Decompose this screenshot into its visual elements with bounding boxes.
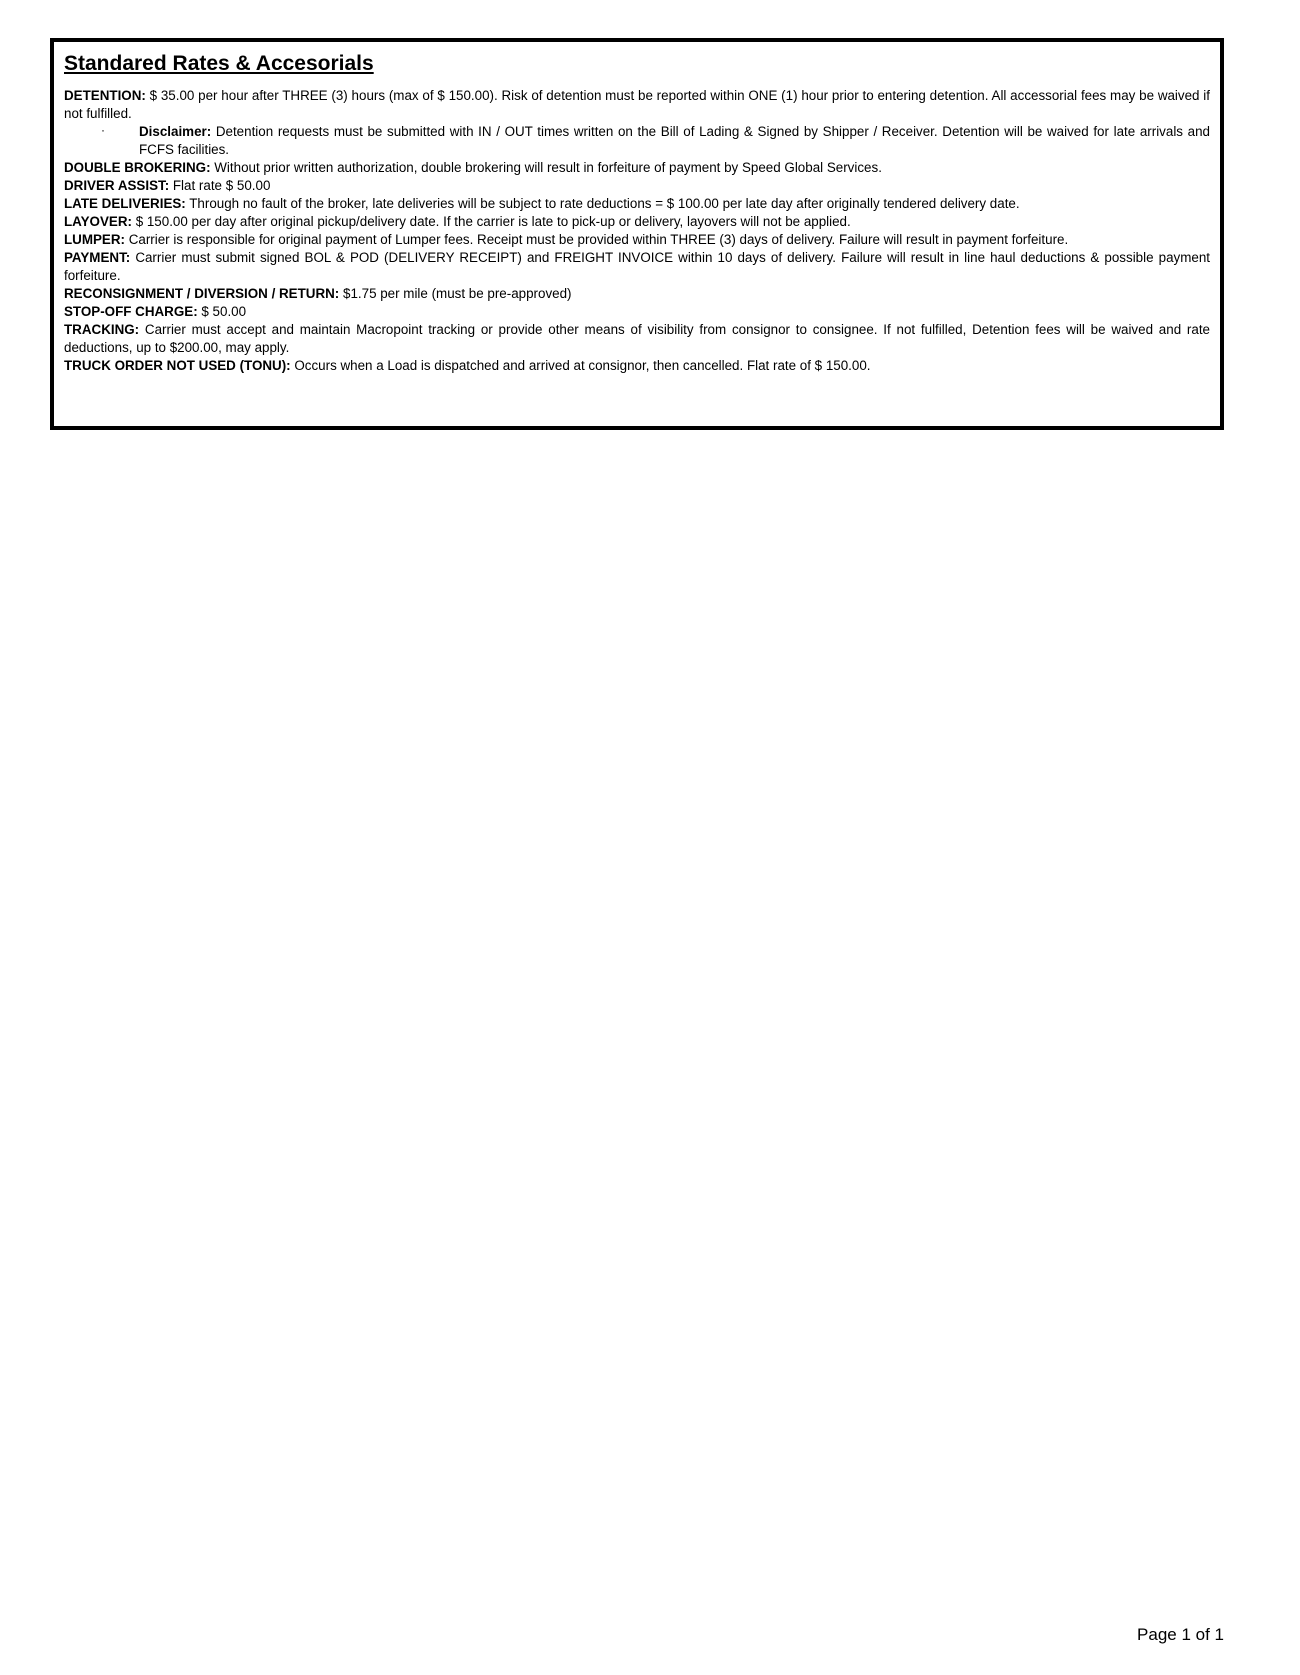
term-tracking bbox=[64, 321, 1210, 357]
term-label: PAYMENT: bbox=[64, 250, 131, 265]
term-label: LATE DELIVERIES: bbox=[64, 196, 186, 211]
page-number: Page 1 of 1 bbox=[1137, 1625, 1224, 1644]
term-text: Carrier is responsible for original payment of Lumper fees. Receipt must be provided within THREE (3) days of delivery. Failure will result in payment forfeiture. bbox=[125, 232, 1069, 247]
term-text: Through no fault of the broker, late deliveries will be subject to rate deductions = $ 100.00 per late day after originally tendered delivery date. bbox=[185, 196, 1020, 211]
term-text: Carrier must accept and maintain Macropoint tracking or provide other means of visibility from consignor to consignee. If not fulfilled, Detention fees will be waived and rate deductions, up to $200.00, may apply. bbox=[64, 322, 1210, 355]
term-text: Occurs when a Load is dispatched and arrived at consignor, then cancelled. Flat rate of $ 150.00. bbox=[290, 358, 871, 373]
term-text: $ 35.00 per hour after THREE (3) hours (max of $ 150.00). Risk of detention must be reported within ONE (1) hour prior to entering detention. All accessorial fees may be waived if not fulfilled. bbox=[64, 88, 1210, 121]
term-label: LAYOVER: bbox=[64, 214, 132, 229]
term-text: Flat rate $ 50.00 bbox=[169, 178, 271, 193]
term-label: LUMPER: bbox=[64, 232, 125, 247]
terms-list bbox=[64, 87, 1210, 375]
rates-title: Standared Rates & Accesorials bbox=[64, 52, 374, 75]
term-payment bbox=[64, 249, 1210, 285]
term-driver-assist bbox=[64, 177, 1210, 195]
term-label: RECONSIGNMENT / DIVERSION / RETURN: bbox=[64, 286, 340, 301]
term-lumper bbox=[64, 231, 1210, 249]
term-tonu bbox=[64, 357, 1210, 375]
term-label: Disclaimer: bbox=[139, 124, 212, 139]
term-layover bbox=[64, 213, 1210, 231]
term-label: DETENTION: bbox=[64, 88, 146, 103]
term-disclaimer bbox=[64, 123, 1210, 159]
standard-rates-box bbox=[50, 38, 1224, 430]
term-text: $1.75 per mile (must be pre-approved) bbox=[339, 286, 572, 301]
term-late-deliveries bbox=[64, 195, 1210, 213]
term-label: STOP-OFF CHARGE: bbox=[64, 304, 198, 319]
term-label: DOUBLE BROKERING: bbox=[64, 160, 211, 175]
term-text: Carrier must submit signed BOL & POD (DELIVERY RECEIPT) and FREIGHT INVOICE within 10 days of delivery. Failure will result in line haul deductions & possible payment forfeiture. bbox=[64, 250, 1210, 283]
term-detention bbox=[64, 87, 1210, 123]
bullet-icon: · bbox=[101, 123, 105, 137]
term-stop-off bbox=[64, 303, 1210, 321]
term-text: $ 150.00 per day after original pickup/delivery date. If the carrier is late to pick-up or delivery, layovers will not be applied. bbox=[131, 214, 851, 229]
term-double-brokering bbox=[64, 159, 1210, 177]
term-text: Detention requests must be submitted with IN / OUT times written on the Bill of Lading & Signed by Shipper / Receiver. Detention will be waived for late arrivals and FCFS facilities. bbox=[139, 124, 1210, 157]
term-reconsignment bbox=[64, 285, 1210, 303]
term-text: Without prior written authorization, double brokering will result in forfeiture of payment by Speed Global Services. bbox=[210, 160, 882, 175]
term-text: $ 50.00 bbox=[197, 304, 247, 319]
term-label: TRUCK ORDER NOT USED (TONU): bbox=[64, 358, 291, 373]
term-label: DRIVER ASSIST: bbox=[64, 178, 170, 193]
term-label: TRACKING: bbox=[64, 322, 140, 337]
